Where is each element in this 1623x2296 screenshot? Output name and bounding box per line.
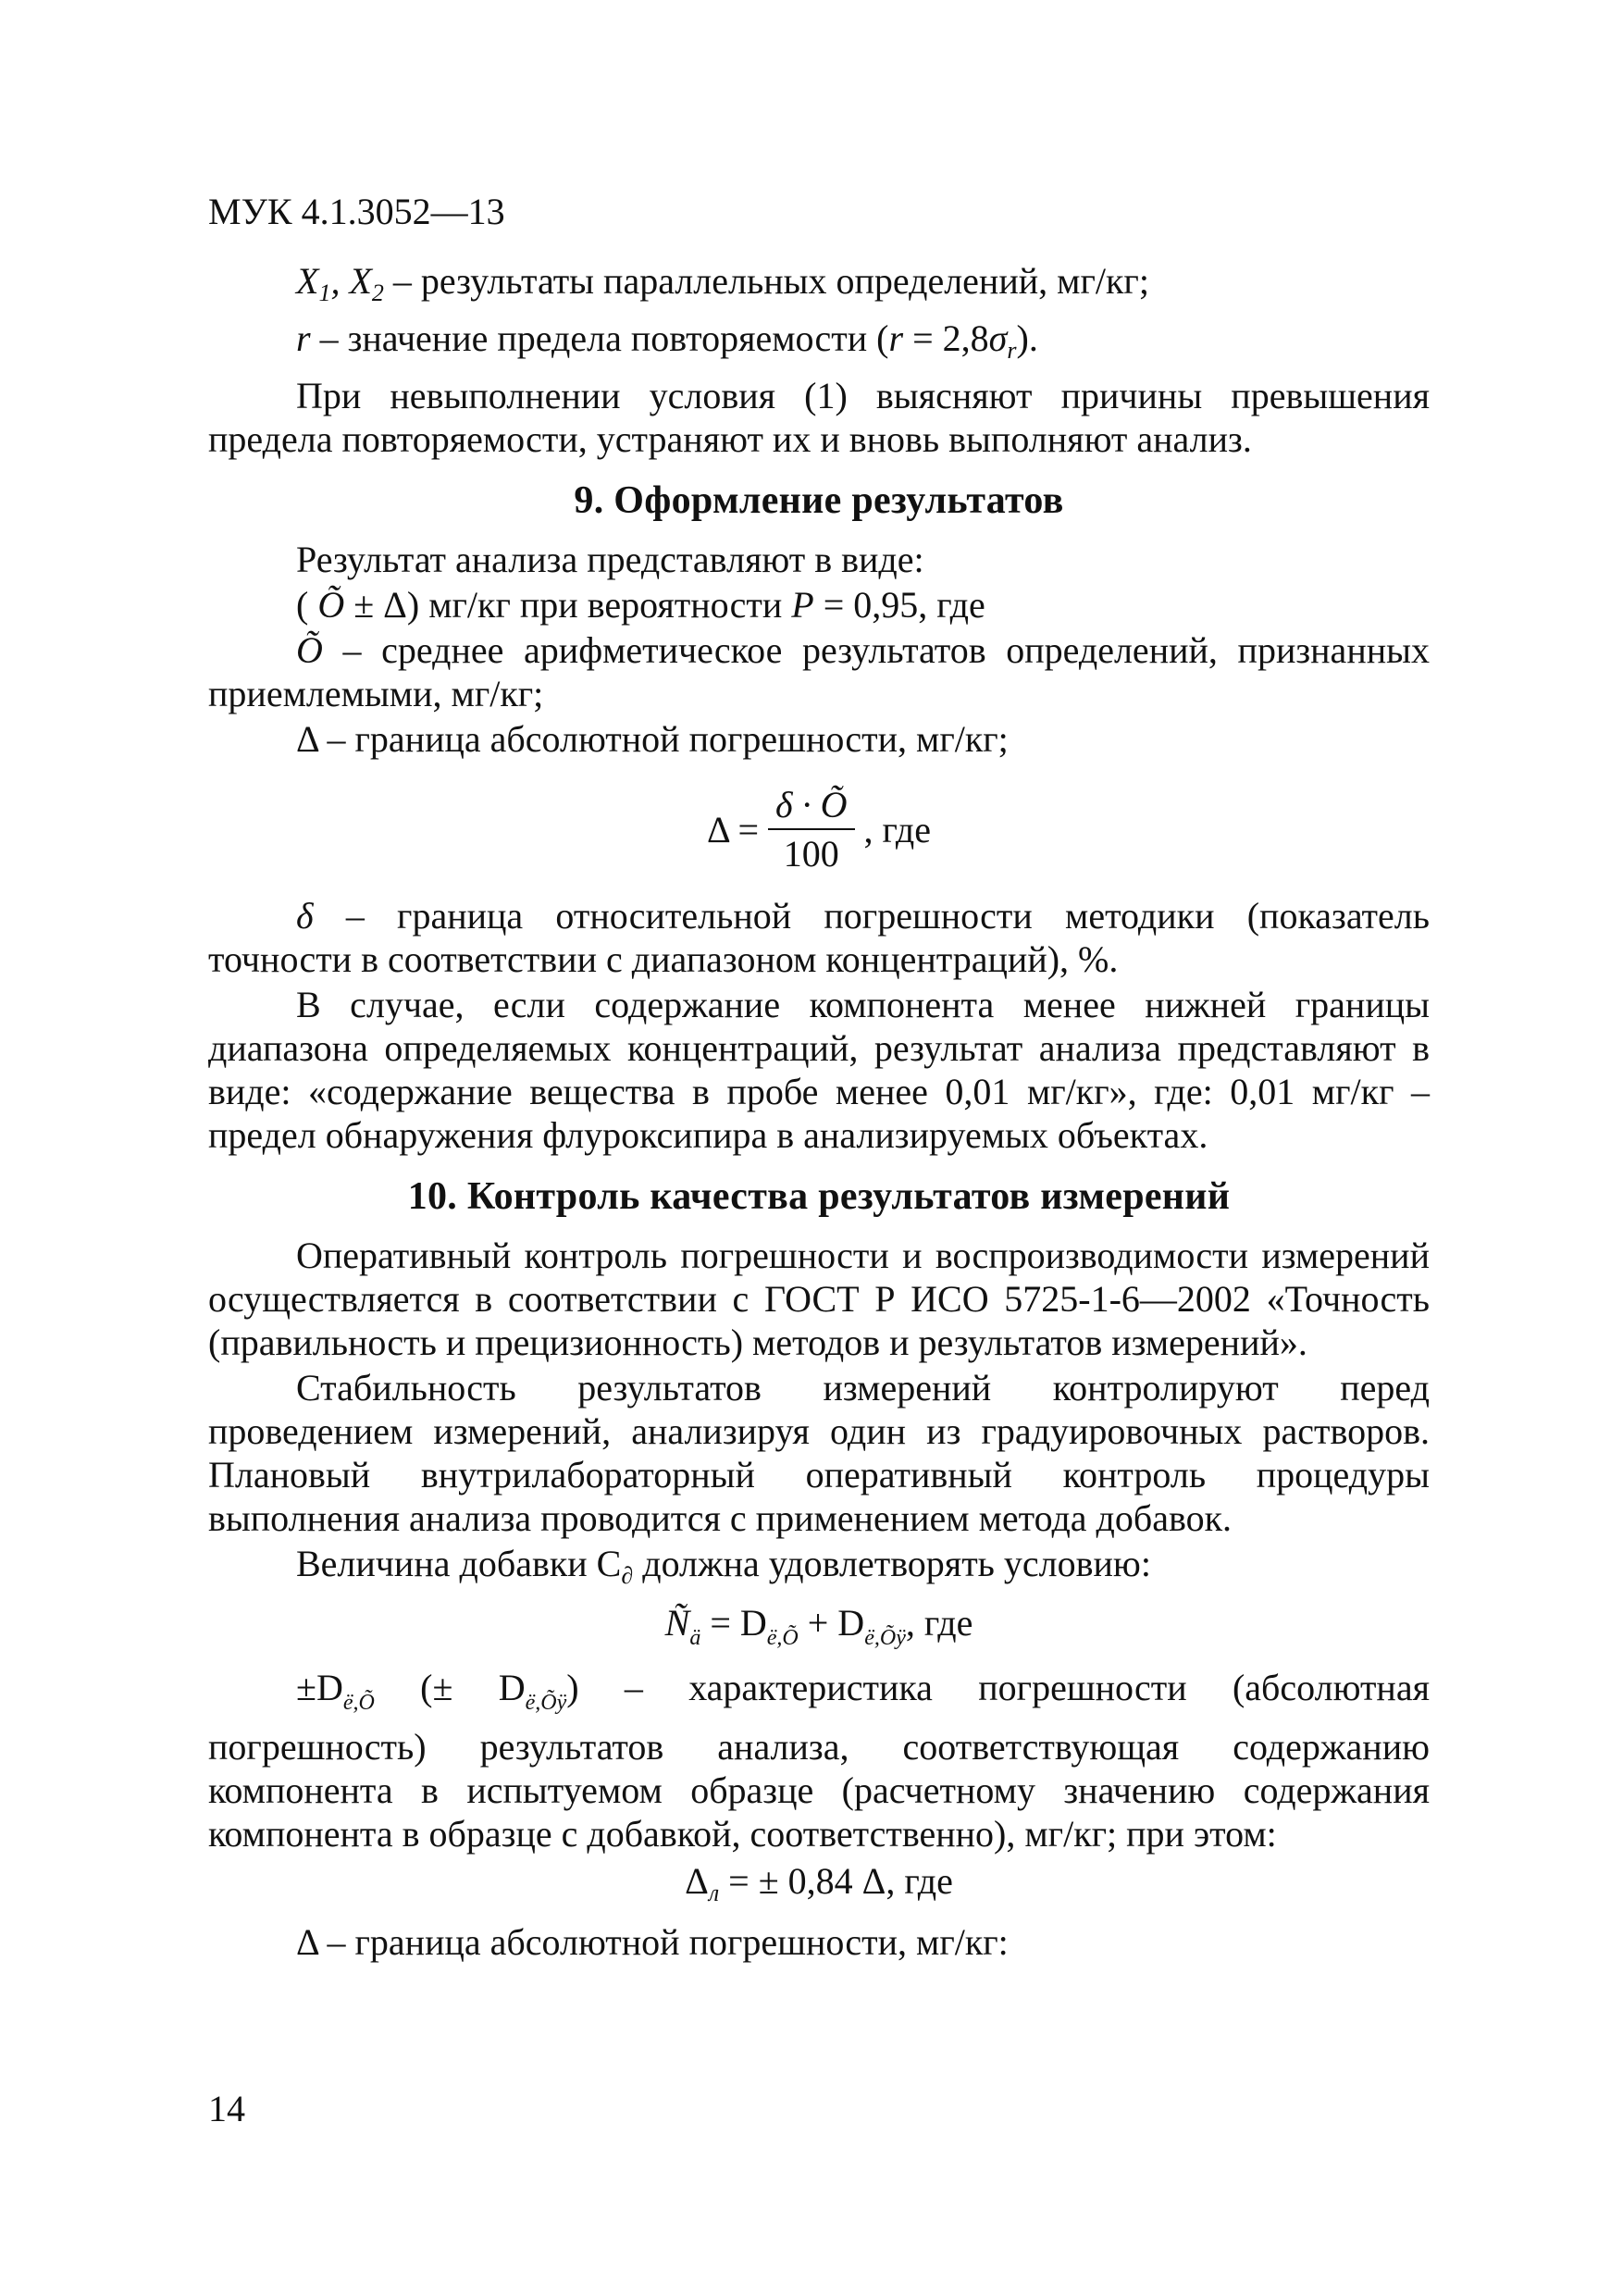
variable-definition-r: r – значение предела повторяемости $(r = 2,8\sigma_r)$. [296, 317, 1038, 364]
delta-formula [208, 774, 1430, 885]
delta-definition: Δ – граница абсолютной погрешности, мг/кг; [296, 718, 1009, 760]
paragraph-error-characteristic: $\pm D_{ë,Õ}$ (± $D_{ë,Õÿ}$) – характеристика погрешности (абсолютная погрешность) результатов анализа, соответствующая содержанию компонента в испытуемом образце (расчетному значению содержания компонента в образце с добавкой, соответственно), мг/кг; при этом: [208, 1667, 1430, 1855]
paragraph-operational-control: Оперативный контроль погрешности и воспроизводимости измерений осуществляется в соответствии с ГОСТ Р ИСО 5725-1-6—2002 «Точность (правильность и прецизионность) методов и результатов измерений». [208, 1235, 1430, 1363]
paragraph-additive-condition: Величина добавки $С_\partial$ должна удовлетворять условию: [296, 1543, 1151, 1589]
document-id: МУК 4.1.3052—13 [208, 191, 505, 232]
mean-definition: Õ – среднее арифметическое результатов определений, признанных приемлемыми, мг/кг; [208, 629, 1430, 714]
delta-formula-numerator: δ · Õ [768, 783, 854, 830]
delta-formula-rhs: , где [863, 808, 932, 850]
result-form-expression: ( Õ ± Δ) мг/кг при вероятности P = 0,95, где [296, 584, 985, 626]
paragraph-stability: Стабильность результатов измерений контролируют перед проведением измерений, анализируя один из градуировочных растворов. Плановый внутрилабораторный оперативный контроль процедуры выполнения анализа проводится с применением метода добавок. [208, 1367, 1430, 1539]
page-content [208, 259, 1430, 1966]
delta-l-formula: $\Delta_л$ = ± 0,84 Δ, где [685, 1860, 953, 1906]
section-10-heading: 10. Контроль качества результатов измерений [407, 1175, 1231, 1218]
delta-formula-denominator: 100 [783, 833, 839, 875]
delta-formula-lhs: Δ = [706, 808, 760, 850]
section-9-heading: 9. Оформление результатов [574, 479, 1064, 522]
paragraph-repeatability: При невыполнении условия (1) выясняют причины превышения предела повторяемости, устраняют их и вновь выполняют анализ. [208, 375, 1430, 460]
variables-definition-x: $X_1$, $X_2$ – результаты параллельных определений, мг/кг; [296, 260, 1149, 306]
additive-formula: $Ñ_ä = D_{ë,Õ} + D_{ë,Õÿ}$, где [664, 1602, 973, 1650]
delta-definition-final: Δ – граница абсолютной погрешности, мг/кг: [296, 1921, 1009, 1963]
paragraph-detection-limit: В случае, если содержание компонента менее нижней границы диапазона определяемых концентраций, результат анализа представляют в виде: «содержание вещества в пробе менее 0,01 мг/кг», где: 0,01 мг/кг – предел обнаружения флуроксипира в анализируемых объектах. [208, 984, 1430, 1156]
delta-formula-fraction [768, 783, 854, 875]
page-number: 14 [208, 2088, 245, 2129]
delta-relative-definition: δ – граница относительной погрешности методики (показатель точности в соответствии с диапазоном концентраций), %. [208, 895, 1430, 980]
result-form-intro: Результат анализа представляют в виде: [296, 539, 924, 580]
